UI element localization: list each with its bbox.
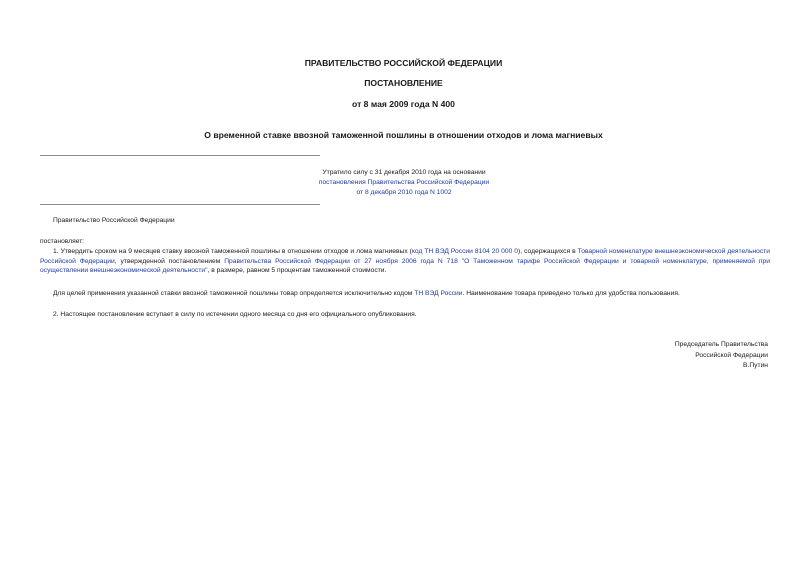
paragraph-1-text-d: , в размере, равном 5 процентам таможенной стоимости. xyxy=(207,267,387,274)
paragraph-2-text-a: Для целей применения указанной ставки ввозной таможенной пошлины товар определяется исключительно кодом xyxy=(53,290,415,297)
paragraph-2 xyxy=(40,289,770,299)
divider-top xyxy=(40,155,320,156)
signature-country: Российской Федерации xyxy=(695,351,768,359)
document-date-number: от 8 мая 2009 года N 400 xyxy=(352,99,455,109)
signature-name: В.Путин xyxy=(743,362,768,369)
paragraph-1-text-a: 1. Утвердить сроком на 9 месяцев ставку ввозной таможенной пошлины в отношении отходов и лома магниевых ( xyxy=(53,248,412,255)
divider-bottom xyxy=(40,204,320,205)
document-type: ПОСТАНОВЛЕНИЕ xyxy=(364,78,443,88)
signature-position: Председатель Правительства xyxy=(674,341,768,348)
tn-ved-link[interactable]: ТН ВЭД России xyxy=(414,290,463,297)
paragraph-1-text-b: ), содержащихся в xyxy=(518,248,578,255)
document-title: О временной ставке ввозной таможенной пошлины в отношении отходов и лома магниевых xyxy=(204,130,603,140)
repeal-link-line2[interactable]: от 8 декабря 2010 года N 1002 xyxy=(356,189,452,196)
resolution-718-link[interactable]: Правительства Российской Федерации от 27 ноября 2006 года N 718 "О Таможенном тарифе Российской Федерации и товарной номенклатуре, применяемой при осуществлении внешнеэкономической деятельности" xyxy=(40,257,770,274)
paragraph-1 xyxy=(40,247,770,276)
paragraph-3: 2. Настоящее постановление вступает в силу по истечении одного месяца со дня его официального опубликования. xyxy=(53,311,417,318)
government-heading: ПРАВИТЕЛЬСТВО РОССИЙСКОЙ ФЕДЕРАЦИИ xyxy=(304,58,503,68)
nomenclature-link[interactable]: Товарной номенклатуре внешнеэкономической деятельности Российской Федерации xyxy=(40,248,770,265)
status-note xyxy=(40,168,768,198)
status-note-text: Утратило силу с 31 декабря 2010 года на основании xyxy=(322,169,486,176)
code-link[interactable]: код ТН ВЭД России 8104 20 000 0 xyxy=(411,248,519,255)
repeal-link-line1[interactable]: постановления Правительства Российской Федерации xyxy=(318,179,490,186)
preamble: Правительство Российской Федерации xyxy=(53,217,175,224)
signature-block xyxy=(675,340,768,372)
paragraph-2-text-b: . Наименование товара приведено только для удобства пользования. xyxy=(462,290,680,297)
resolves-line: постановляет: xyxy=(40,238,85,245)
paragraph-1-text-c: , утвержденной постановлением xyxy=(114,257,225,265)
